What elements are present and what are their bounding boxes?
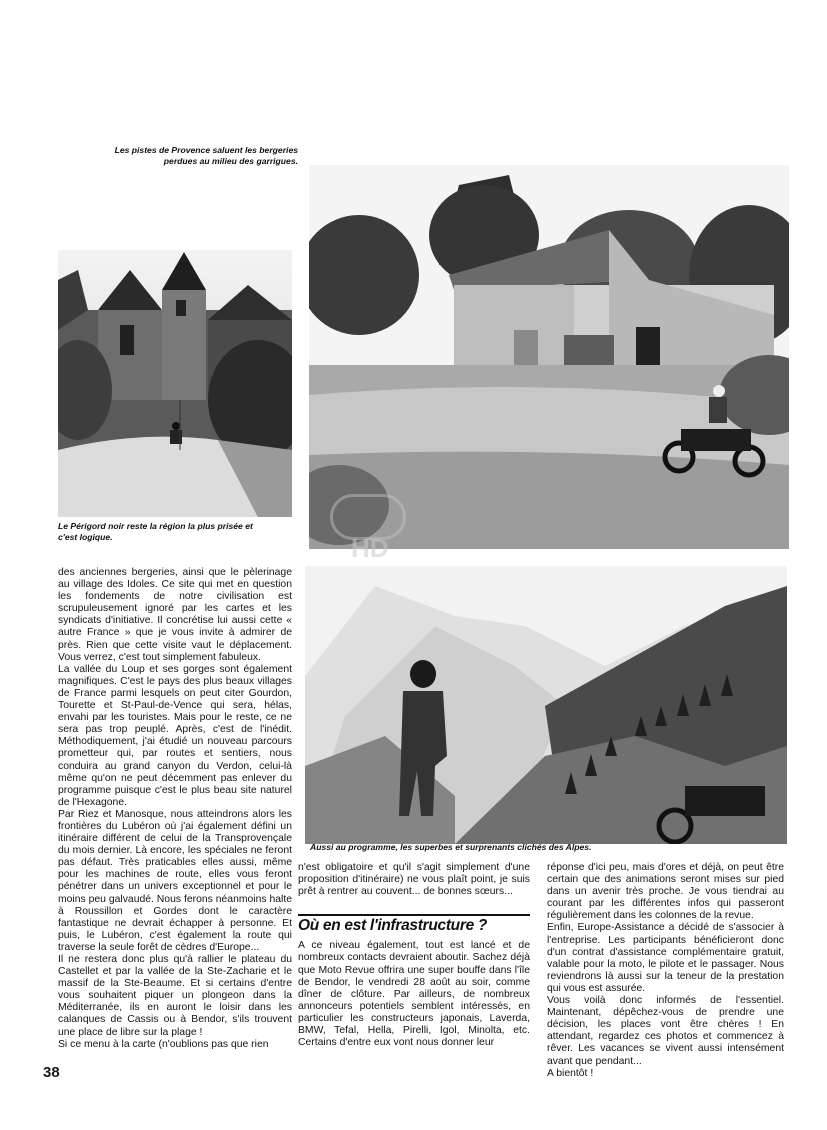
caption-alpes: Aussi au programme, les superbes et surprenants clichés des Alpes.	[310, 842, 592, 852]
caption-provence	[88, 145, 298, 167]
caption-perigord-line-1: Le Périgord noir reste la région la plus prisée et	[58, 521, 253, 531]
page-number: 38	[43, 1064, 60, 1081]
section-heading: Où en est l'infrastructure ?	[298, 917, 488, 935]
col3-paragraph-3: Vous voilà donc informés de l'essentiel. Maintenant, dépêchez-vous de prendre une décision, les places vont être chères ! En attendant, regardez ces photos et commencez à rêver. Les vacances se vivent aussi intensément avant que pendant...	[547, 995, 784, 1067]
photo-provence-bergerie	[309, 165, 789, 549]
perigord-village-image	[58, 250, 292, 517]
col2-body: A ce niveau également, tout est lancé et de nombreux contacts devraient aboutir. Sachez déjà que Moto Revue offrira une super bouffe dans l'île de Bendor, le vendredi 28 août au soir, comme dîner de clôture. Par ailleurs, de nombreux annonceurs potentiels semblent intéressés, en particulier les constructeurs japonais, Laverda, BMW, Tefal, Hella, Pirelli, Igol, Minolta, etc. Certains d'entre eux vont nous donner leur	[298, 940, 530, 1049]
heading-rule	[298, 914, 530, 916]
caption-provence-line-2: perdues au milieu des garrigues.	[163, 156, 298, 166]
col3-paragraph-4: A bientôt !	[547, 1067, 594, 1077]
photo-alpes	[305, 566, 787, 844]
col3-paragraph-2: Enfin, Europe-Assistance a décidé de s'associer à l'entreprise. Les participants bénéficieront donc d'un contrat d'assistance complémentaire gratuit, valable pour la moto, le pilote et le passager. Nous reviendrons là aussi sur la teneur de la prestation qui vous est assurée.	[547, 922, 784, 994]
bergerie-image	[309, 165, 789, 549]
caption-perigord-line-2: c'est logique.	[58, 532, 113, 542]
watermark-logo-icon	[330, 494, 406, 540]
col1-paragraph-5: Si ce menu à la carte (n'oublions pas que rien	[58, 1038, 269, 1050]
article-column-2	[298, 862, 530, 1077]
caption-perigord	[58, 521, 298, 543]
col1-paragraph-3: Par Riez et Manosque, nous atteindrons alors les frontières du Lubéron où j'ai également défini un itinéraire différent de celui de la Transprovençale du mois dernier. Là encore, les spéciales ne feront pas défaut. Très praticables elles aussi, même pour les machines de route, elles vous feront pénétrer dans un univers exceptionnel et pour le moins peu galvaudé. Nous ferons néanmoins halte à Roussillon et Gordes dont le caractère fantastique ne devrait échapper à personne. Et puis, le Lubéron, c'est également la route qui traverse la seule forêt de cèdres d'Europe...	[58, 808, 292, 953]
col1-paragraph-2: La vallée du Loup et ses gorges sont également magnifiques. C'est le pays des plus beaux villages de France parmi lesquels on peut citer Gourdon, Tourette et St-Paul-de-Vence qui sera, hélas, envahi par les touristes. Mais pour le reste, ce ne sera pas trop peuplé. Après, c'est de l'inédit. Méthodiquement, j'ai étudié un nouveau parcours prometteur qui, par routes et sentiers, nous conduira au grand canyon du Verdon, celui-là même qu'on ne peut décemment pas enlever du programme puisque c'est le plus beau site naturel de l'Hexagone.	[58, 663, 292, 808]
article-column-1	[58, 567, 292, 1072]
alpes-image	[305, 566, 787, 844]
article-column-3	[547, 862, 784, 1077]
photo-perigord-village	[58, 250, 292, 517]
col3-paragraph-1: réponse d'ici peu, mais d'ores et déjà, on peut être certain que des animations seront mises sur pied dans un avenir très proche. Je vous tiendrai au courant par les différentes infos qui passeront régulièrement dans les colonnes de la revue.	[547, 862, 784, 922]
col1-paragraph-4: Il ne restera donc plus qu'à rallier le plateau du Castellet et par la vallée de la Ste-Zacharie et le massif de la Ste-Beaume. Et si certains d'entre vous souhaitent piquer un plongeon dans la Méditerranée, ils en auront le loisir dans les calanques de Cassis ou à Bendor, s'ils trouvent une place de libre sur la plage !	[58, 954, 292, 1038]
watermark-text: HD	[351, 533, 389, 563]
col2-intro: n'est obligatoire et qu'il s'agit simplement d'une proposition d'itinéraire) ne vous plaît point, je suis prêt à rentrer au couvent... de bonnes sœurs...	[298, 862, 530, 898]
col1-paragraph-1: des anciennes bergeries, ainsi que le pèlerinage au village des Idoles. Ce site qui met en question les fondements de notre civilisation est scrupuleusement ignoré par les cartes et les syndicats d'initiative. Il concrétise lui aussi cette « autre France » que je vous invite à admirer de près. Rien que cette visite vaut le déplacement. Vous verrez, c'est tout simplement fabuleux.	[58, 567, 292, 663]
caption-provence-line-1: Les pistes de Provence saluent les bergeries	[114, 145, 298, 155]
